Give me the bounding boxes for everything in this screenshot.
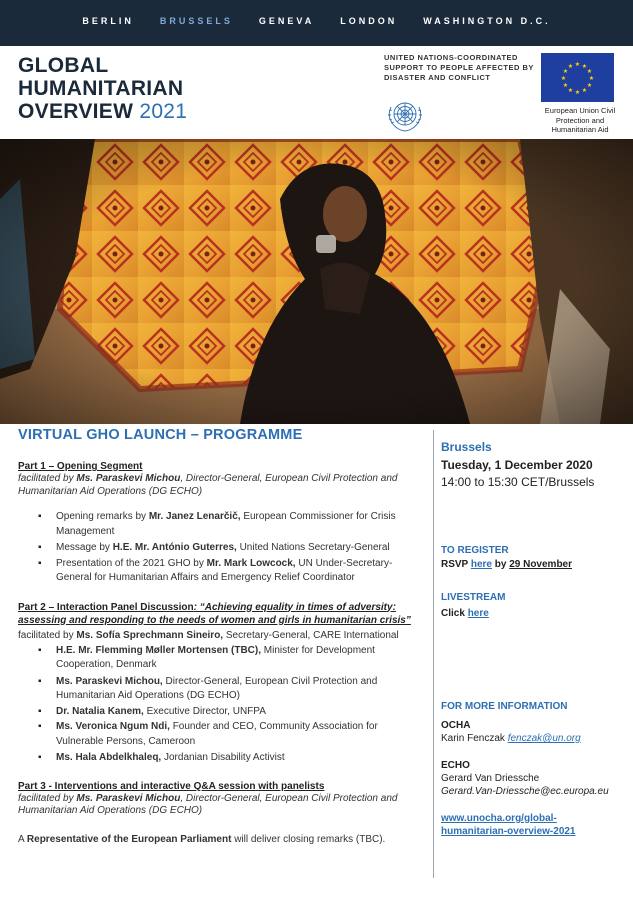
fac-prefix: facilitated by <box>18 473 77 484</box>
city-link-washington[interactable]: WASHINGTON D.C. <box>423 16 551 26</box>
livestream-line <box>441 607 629 620</box>
item-name: Mr. Mark Lowcock, <box>206 557 296 569</box>
part1-facilitator <box>18 473 426 498</box>
echo-label: ECHO <box>441 760 470 771</box>
item-post: UN Under-Secretary-General for Humanitarian Affairs and Emergency Relief Coordinator <box>56 557 393 583</box>
livestream-link[interactable]: here <box>467 608 489 619</box>
svg-text:★: ★ <box>586 82 593 89</box>
part3-heading: Part 3 - Interventions and interactive Q&A session with panelists <box>18 780 325 792</box>
ocha-name: Karin Fenczak <box>441 733 508 744</box>
svg-text:★: ★ <box>560 75 567 82</box>
hero-photo <box>0 139 633 424</box>
programme-title: VIRTUAL GHO LAUNCH – PROGRAMME <box>18 427 303 443</box>
part2-facilitator <box>18 629 426 642</box>
city-nav-bar <box>0 0 633 46</box>
fac-name: Ms. Paraskevi Michou <box>76 792 181 804</box>
closing-post: will deliver closing remarks (TBC). <box>231 833 386 845</box>
item-post: Director-General, European Civil Protection and Humanitarian Aid Operations (DG ECHO) <box>56 675 378 701</box>
part2-heading-text: Part 2 – Interaction Panel Discussion <box>18 601 194 613</box>
svg-text:★: ★ <box>574 61 581 68</box>
part2-list <box>56 644 426 766</box>
ocha-contact <box>441 732 629 745</box>
closing-remarks <box>18 833 426 846</box>
fac-name: Ms. Paraskevi Michou <box>76 473 181 484</box>
svg-text:★: ★ <box>581 63 588 70</box>
list-item <box>56 720 426 749</box>
svg-text:★: ★ <box>588 75 595 82</box>
item-name: Mr. Janez Lenarčič, <box>148 511 241 522</box>
svg-text:★: ★ <box>567 63 574 70</box>
item-name: Ms. Hala Abdelkhaleq, <box>56 752 162 763</box>
title-year: 2021 <box>139 100 188 123</box>
item-pre: Presentation of the 2021 GHO by <box>56 557 207 569</box>
list-item <box>56 675 426 704</box>
fac-prefix: facilitated by <box>18 629 77 641</box>
programme-section <box>18 427 426 846</box>
rsvp-mid: by <box>491 559 510 570</box>
rsvp-line <box>441 558 629 571</box>
item-pre: Message by <box>56 542 113 553</box>
title-line-2: HUMANITARIAN <box>18 77 184 100</box>
info-heading: FOR MORE INFORMATION <box>441 701 568 712</box>
svg-text:★: ★ <box>562 82 569 89</box>
list-item <box>56 644 426 673</box>
hero-illustration <box>0 139 633 424</box>
event-sidebar <box>441 440 629 838</box>
item-name: Dr. Natalia Kanem, <box>56 705 144 717</box>
event-date: Tuesday, 1 December 2020 <box>441 458 593 472</box>
part3-block <box>18 780 426 818</box>
item-post: Minister for Development Cooperation, Denmark <box>56 644 375 670</box>
title-line-1: GLOBAL <box>18 54 109 77</box>
fac-role: , Director-General, European Civil Protection and Humanitarian Aid Operations (DG ECHO) <box>18 792 398 816</box>
svg-text:★: ★ <box>562 68 569 75</box>
livestream-heading: LIVESTREAM <box>441 592 506 603</box>
closing-pre: A <box>18 833 27 845</box>
register-heading: TO REGISTER <box>441 545 509 556</box>
item-post: Jordanian Disability Activist <box>161 752 285 763</box>
item-post: European Commissioner for Crisis Management <box>56 511 396 537</box>
rsvp-date: 29 November <box>509 559 573 570</box>
part1-block <box>18 460 426 586</box>
item-post: United Nations Secretary-General <box>236 542 390 553</box>
echo-email[interactable]: Gerard.Van-Driessche@ec.europa.eu <box>441 786 609 797</box>
item-name: Ms. Paraskevi Michou, <box>56 675 163 687</box>
website-line <box>441 812 601 838</box>
svg-text:★: ★ <box>586 68 593 75</box>
part2-block <box>18 601 426 766</box>
eu-stars-icon <box>541 53 614 102</box>
list-item <box>56 510 426 539</box>
list-item <box>56 751 426 766</box>
part2-heading-quote: : “Achieving equality in times of adversity: assessing and responding to the needs of women and girls in humanitarian crisis” <box>18 601 411 626</box>
fac-name: Ms. Sofía Sprechmann Sineiro, <box>76 629 224 641</box>
rsvp-link[interactable]: here <box>470 559 492 570</box>
column-divider <box>433 430 434 878</box>
item-post: Executive Director, UNFPA <box>143 705 266 717</box>
svg-text:★: ★ <box>574 89 581 96</box>
part2-heading <box>18 601 426 627</box>
list-item <box>56 541 426 556</box>
page-title <box>18 54 187 123</box>
website-link[interactable]: www.unocha.org/global-humanitarian-overview-2021 <box>441 813 576 837</box>
fac-prefix: facilitated by <box>18 792 77 804</box>
item-name: Ms. Veronica Ngum Ndi, <box>56 721 170 732</box>
city-link-berlin[interactable]: BERLIN <box>82 16 134 26</box>
closing-name: Representative of the European Parliament <box>26 833 232 845</box>
city-link-geneva[interactable]: GENEVA <box>258 16 315 26</box>
eu-flag-logo <box>541 53 614 102</box>
click-pre: Click <box>441 608 468 619</box>
part3-facilitator <box>18 793 426 818</box>
city-link-london[interactable]: LONDON <box>340 16 398 26</box>
list-item <box>56 557 426 586</box>
ocha-email-link[interactable]: fenczak@un.org <box>507 733 581 744</box>
ocha-label: OCHA <box>441 720 471 731</box>
item-name: H.E. Mr. António Guterres, <box>112 542 237 553</box>
echo-name: Gerard Van Driessche <box>441 773 540 784</box>
svg-text:★: ★ <box>567 87 574 94</box>
eu-caption: European Union Civil Protection and Humanitarian Aid <box>544 106 616 134</box>
event-time: 14:00 to 15:30 CET/Brussels <box>441 475 595 489</box>
list-item <box>56 705 426 720</box>
item-post: Founder and CEO, Community Association for Vulnerable Persons, Cameroon <box>56 721 378 747</box>
part1-list <box>56 510 426 586</box>
fac-role: Secretary-General, CARE International <box>223 629 399 641</box>
title-line-3 <box>18 100 187 123</box>
svg-text:★: ★ <box>581 87 588 94</box>
event-city: Brussels <box>441 440 492 454</box>
part1-heading: Part 1 – Opening Segment <box>18 461 143 472</box>
city-link-brussels[interactable]: BRUSSELS <box>159 16 233 26</box>
fac-role: , Director-General, European Civil Protection and Humanitarian Aid Operations (DG ECHO) <box>18 473 398 497</box>
un-emblem-icon <box>383 97 427 133</box>
item-pre: Opening remarks by <box>56 511 149 522</box>
item-name: H.E. Mr. Flemming Møller Mortensen (TBC), <box>56 644 262 656</box>
un-tagline: UNITED NATIONS-COORDINATED SUPPORT TO PEOPLE AFFECTED BY DISASTER AND CONFLICT <box>384 53 534 82</box>
title-overview: OVERVIEW <box>18 100 134 123</box>
rsvp-pre: RSVP <box>441 559 471 570</box>
